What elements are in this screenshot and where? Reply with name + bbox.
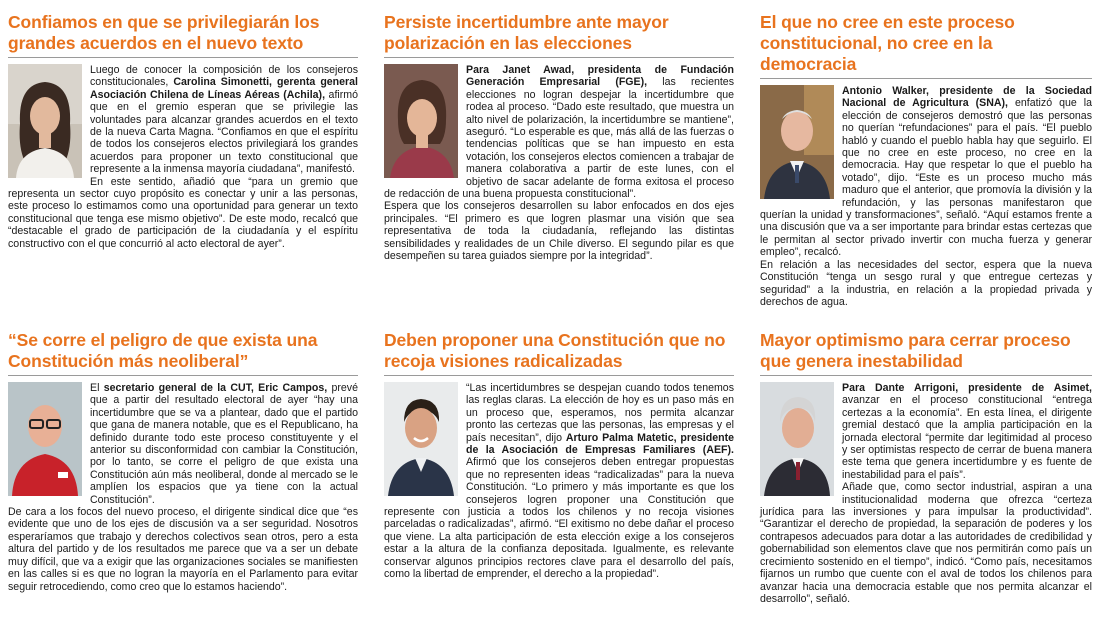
photo-carolina-simonetti — [8, 64, 82, 178]
headline: Persiste incertidumbre ante mayor polarización en las elecciones — [384, 12, 734, 58]
text-run-bold: Para Dante Arrigoni, presidente de Asimet, — [842, 382, 1092, 394]
portrait-woman-dark-hair-icon — [8, 64, 82, 178]
photo-dante-arrigoni — [760, 382, 834, 496]
text-run-bold: Para Janet Awad, presidenta de Fundación Generación Empresarial (FGE), — [466, 64, 734, 89]
article-body — [760, 382, 1092, 605]
headline: Deben proponer una Constitución que no recoja visiones radicalizadas — [384, 330, 734, 376]
article-body — [8, 382, 358, 593]
article-body — [384, 64, 734, 263]
article-body — [384, 382, 734, 581]
text-run: Afirmó que los consejeros deben entregar propuestas que no representen ideas “radicalizadas” para la nueva Constitución. “Lo primero y más importante es que los consejeros logren proponer una Constitución que represente con justicia a todos los chilenos y no recoja visiones parceladas o radicalizadas”, afirmó. “El exitismo no debe dañar el proceso que viene. La alta participación de esta elección exige a los consejeros estar a la altura de la confianza depositada. Igualmente, es relevante conservar algunos principios rectores clave para el desarrollo del país, como la libertad de emprender, el derecho a la propiedad”. — [384, 456, 734, 581]
text-run: afirmó que en el gremio esperan que se privilegie las voluntades para alcanzar grandes acuerdos en el texto de la nueva Carta Magna. “Confiamos en que el espíritu de todos los consejeros electos privilegiará los grandes acuerdos para proponer un texto constitucional que represente a la inmensa mayoría ciudadana”, manifestó. — [90, 88, 358, 176]
photo-eric-campos — [8, 382, 82, 496]
portrait-woman-short-hair-icon — [384, 64, 458, 178]
text-run: “Las incertidumbres se despejan cuando todos tenemos las reglas claras. La elección de hoy es un paso más en un proceso que, esperamos, nos permita alcanzar pronto las certezas que las personas, las empresas y el país necesitan”, dijo — [466, 382, 734, 444]
article-sna — [760, 12, 1092, 308]
photo-antonio-walker — [760, 85, 834, 199]
portrait-man-glasses-red-jacket-icon — [8, 382, 82, 496]
portrait-older-man-suit-icon — [760, 85, 834, 199]
headline: “Se corre el peligro de que exista una Constitución más neoliberal” — [8, 330, 358, 376]
text-run-bold: secretario general de la CUT, Eric Campos, — [103, 382, 328, 394]
paragraph-2: En este sentido, añadió que “para un gremio que representa un sector cuyo propósito es conectar y unir a las personas, este proceso lo estimamos como una oportunidad para generar un texto constitucional que tenga ese mismo objetivo”. De este modo, recalcó que “destacable el grado de participación de la ciudadanía y el espíritu constructivo con el que concurrió al acto electoral de ayer”. — [8, 175, 358, 250]
text-run: prevé que a partir del resultado electoral de ayer “hay una incertidumbre que se va a plantear, dado que el partido que gana de manera notable, que es el Republicano, ha definido durante todo este proceso constituyente y el anterior su disconformidad con cambiar la Constitución, por lo tanto, se corre el peligro de que exista una Constitución aún más neoliberal, donde al mercado se le amplíen los espacios que ya tiene con la actual Constitución”. — [90, 382, 358, 506]
photo-janet-awad — [384, 64, 458, 178]
portrait-young-man-smiling-icon — [384, 382, 458, 496]
text-run-bold: Arturo Palma Matetic, presidente de la Asociación de Empresas Familiares (AEF). — [466, 431, 734, 457]
text-run: El — [90, 382, 104, 394]
text-run: enfatizó que la elección de consejeros demostró que las personas no querían “refundaciones” para el país. “El pueblo habló y cuando el pueblo habla hay que seguirlo. El que no cree en este proceso, no cree en la democracia. Hay que respetar lo que el pueblo ha votado”, dijo. “Este es un proceso mucho más maduro que el anterior, que promovía la división y la refundación, y las personas manifestaron que querían la unidad y transformaciones”, señaló. “Aquí estamos frente a una discusión que va a ser importante para brindar estas certezas que le permitan al sector privado invertir con mucha fuerza y generar empleo”, recalcó. — [760, 97, 1092, 259]
paragraph-2: De cara a los focos del nuevo proceso, el dirigente sindical dice que “es evidente que uno de los ejes de discusión va a ser seguridad. Nosotros esperaríamos que trabajo y derechos colectivos sean otros, pero a esta altura del partido y de los resultados me parece que va a ser un debate muy difícil, que va a exigir que las organizaciones sociales se manifiesten en las calles si es que no logran la mayoría en el Parlamento para evitar seguir retrocediendo, como creo que lo estamos haciendo”. — [8, 506, 358, 593]
paragraph-2: En relación a las necesidades del sector, espera que la nueva Constitución “tenga un sesgo rural y que entregue certezas y seguridad” a la industria, en relación a la propiedad privada y derechos de agua. — [760, 258, 1092, 308]
article-fge — [384, 12, 734, 263]
headline: Confiamos en que se privilegiarán los grandes acuerdos en el nuevo texto — [8, 12, 358, 58]
text-run-bold: Carolina Simonetti, gerenta general Asociación Chilena de Líneas Aéreas (Achila), — [90, 76, 359, 101]
headline: El que no cree en este proceso constitucional, no cree en la democracia — [760, 12, 1092, 79]
portrait-grey-haired-man-suit-icon — [760, 382, 834, 496]
text-run: avanzar en el proceso constitucional “entrega certezas a la economía”. En esta línea, el dirigente gremial destacó que la amplia participación en la jornada electoral “permite dar legitimidad al proceso y ser optimistas respecto de cerrar de buena manera este tema que genera incertidumbre y es fuente de inestabilidad para el país”. — [842, 394, 1092, 481]
text-run-bold: Antonio Walker, presidente de la Sociedad Nacional de Agricultura (SNA), — [842, 85, 1092, 110]
article-body — [8, 64, 358, 250]
article-aef — [384, 330, 734, 581]
article-achila — [8, 12, 358, 250]
article-cut — [8, 330, 358, 593]
article-body — [760, 85, 1092, 308]
headline: Mayor optimismo para cerrar proceso que genera inestabilidad — [760, 330, 1092, 376]
paragraph-2: Espera que los consejeros desarrollen su labor enfocados en dos ejes principales. “El primero es que logren plasmar una visión que sea representativa de toda la ciudadanía, reflejando las distintas sensibilidades y realidades de un Chile diverso. El segundo pilar es que desempeñen su tarea guiados siempre por la integridad”. — [384, 200, 734, 263]
paragraph-2: Añade que, como sector industrial, aspiran a una institucionalidad moderna que ofrezca “certeza jurídica para las inversiones y para impulsar la productividad”. “Garantizar el derecho de propiedad, la separación de poderes y los contrapesos adecuados para dotar a las autoridades de credibilidad y gobernabilidad son elementos clave que nos permitirán como país un crecimiento sostenido en el tiempo”, indicó. “Como país, necesitamos fijarnos un rumbo que cuente con el aval de todos los chilenos para avanzar hacia una democracia estable que nos permita alcanzar el desarrollo”, señaló. — [760, 481, 1092, 605]
text-run: Luego de conocer la composición de los consejeros constitucionales, — [90, 64, 358, 89]
article-asimet — [760, 330, 1092, 605]
photo-arturo-palma — [384, 382, 458, 496]
text-run: las recientes elecciones no logran despejar la incertidumbre que rodea al proceso. “Dado este resultado, que muestra un alto nivel de polarización, la incertidumbre se mantiene”, aseguró. “Lo esperable es que, más allá de las fuerzas o tendencias políticas que se han impuesto en esta votación, los consejeros electos comiencen a trabajar de manera colaborativa a partir de este lunes, con el objetivo de sacar adelante de forma exitosa el proceso de redacción de una buena propuesta constitucional”. — [384, 76, 734, 201]
